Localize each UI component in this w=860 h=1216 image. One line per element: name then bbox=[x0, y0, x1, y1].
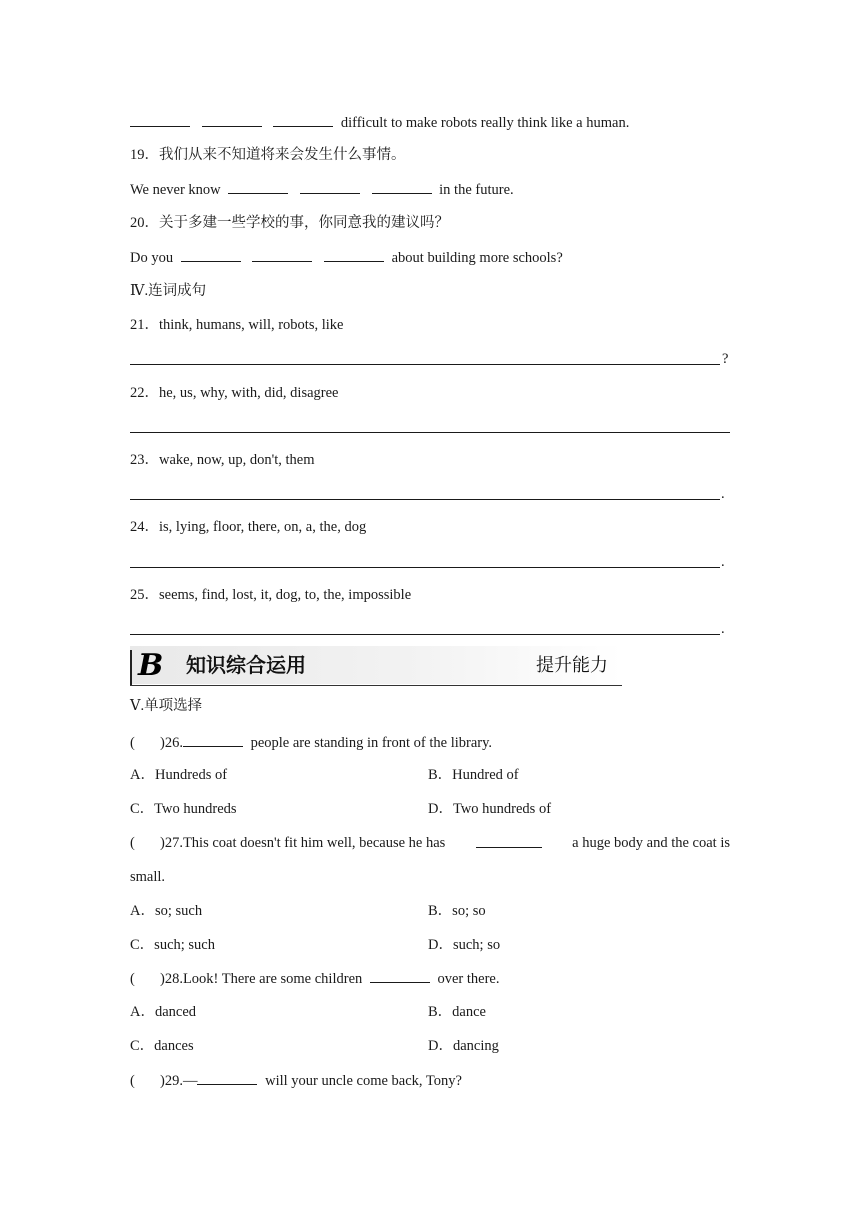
option-c[interactable]: C．dances bbox=[130, 1038, 194, 1054]
answer-paren[interactable]: ( bbox=[130, 971, 135, 987]
q26-stem bbox=[130, 733, 492, 752]
q18-line bbox=[130, 113, 629, 132]
q28-rest: over there. bbox=[437, 971, 500, 987]
blank[interactable] bbox=[252, 248, 312, 262]
section-heading: Ⅳ.连词成句 bbox=[130, 283, 207, 299]
answer-paren[interactable]: ( bbox=[130, 1073, 135, 1089]
banner-rule bbox=[130, 685, 622, 686]
blank[interactable] bbox=[181, 248, 241, 262]
banner-left-bar bbox=[130, 650, 132, 685]
q25-end: . bbox=[721, 621, 725, 637]
q20-line bbox=[130, 248, 563, 267]
q19-lead: We never know bbox=[130, 182, 221, 198]
option-a[interactable]: A．so; such bbox=[130, 903, 203, 919]
answer-line[interactable] bbox=[130, 432, 730, 433]
q19-prompt: 19．我们从来不知道将来会发生什么事情。 bbox=[130, 147, 406, 163]
option-d[interactable]: D．Two hundreds of bbox=[428, 801, 552, 817]
q27-stem bbox=[130, 834, 730, 852]
q26-num: )26. bbox=[160, 735, 183, 751]
banner-title: 知识综合运用 bbox=[186, 653, 306, 677]
section-heading: Ⅴ.单项选择 bbox=[130, 698, 203, 714]
q26-rest: people are standing in front of the library. bbox=[250, 735, 493, 751]
banner-subtitle: 提升能力 bbox=[536, 655, 608, 676]
q22-prompt: 22．he, us, why, with, did, disagree bbox=[130, 385, 339, 401]
blank[interactable] bbox=[273, 113, 333, 127]
q20-lead: Do you bbox=[130, 250, 174, 266]
q27-num: )27.This coat doesn't fit him well, because he has bbox=[160, 835, 446, 851]
answer-paren[interactable]: ( bbox=[130, 835, 135, 851]
option-b[interactable]: B．so; so bbox=[428, 903, 486, 919]
option-d[interactable]: D．such; so bbox=[428, 937, 501, 953]
q20-rest: about building more schools? bbox=[391, 250, 563, 266]
answer-line[interactable] bbox=[130, 364, 720, 365]
q21-end: ? bbox=[722, 351, 729, 367]
q18-text: difficult to make robots really think like a human. bbox=[340, 115, 630, 131]
q24-prompt: 24．is, lying, floor, there, on, a, the, dog bbox=[130, 519, 367, 535]
blank[interactable] bbox=[197, 1071, 257, 1085]
q25-prompt: 25．seems, find, lost, it, dog, to, the, impossible bbox=[130, 587, 412, 603]
q27-rest: a huge body and the coat is bbox=[572, 835, 730, 851]
answer-paren[interactable]: ( bbox=[130, 735, 135, 751]
blank[interactable] bbox=[372, 180, 432, 194]
blank[interactable] bbox=[476, 834, 542, 848]
answer-line[interactable] bbox=[130, 634, 720, 635]
answer-line[interactable] bbox=[130, 499, 720, 500]
q27-cont: small. bbox=[130, 869, 166, 885]
option-d[interactable]: D．dancing bbox=[428, 1038, 499, 1054]
blank[interactable] bbox=[183, 733, 243, 747]
banner-letter: B bbox=[138, 648, 163, 683]
q28-num: )28.Look! There are some children bbox=[160, 971, 363, 987]
option-b[interactable]: B．dance bbox=[428, 1004, 486, 1020]
q20-prompt: 20．关于多建一些学校的事，你同意我的建议吗？ bbox=[130, 215, 449, 231]
option-c[interactable]: C．such; such bbox=[130, 937, 215, 953]
q28-stem bbox=[130, 969, 500, 988]
q21-prompt: 21．think, humans, will, robots, like bbox=[130, 317, 344, 333]
q19-line bbox=[130, 180, 514, 199]
option-c[interactable]: C．Two hundreds bbox=[130, 801, 237, 817]
blank[interactable] bbox=[228, 180, 288, 194]
q29-stem bbox=[130, 1071, 462, 1090]
q29-rest: will your uncle come back, Tony? bbox=[265, 1073, 462, 1089]
blank[interactable] bbox=[202, 113, 262, 127]
q23-prompt: 23．wake, now, up, don't, them bbox=[130, 452, 315, 468]
blank[interactable] bbox=[370, 969, 430, 983]
blank[interactable] bbox=[324, 248, 384, 262]
q24-end: . bbox=[721, 554, 725, 570]
option-b[interactable]: B．Hundred of bbox=[428, 767, 519, 783]
blank[interactable] bbox=[130, 113, 190, 127]
q23-end: . bbox=[721, 486, 725, 502]
blank[interactable] bbox=[300, 180, 360, 194]
section-b-banner bbox=[130, 646, 622, 686]
q29-num: )29.— bbox=[160, 1073, 198, 1089]
q19-rest: in the future. bbox=[439, 182, 514, 198]
option-a[interactable]: A．Hundreds of bbox=[130, 767, 228, 783]
option-a[interactable]: A．danced bbox=[130, 1004, 197, 1020]
answer-line[interactable] bbox=[130, 567, 720, 568]
